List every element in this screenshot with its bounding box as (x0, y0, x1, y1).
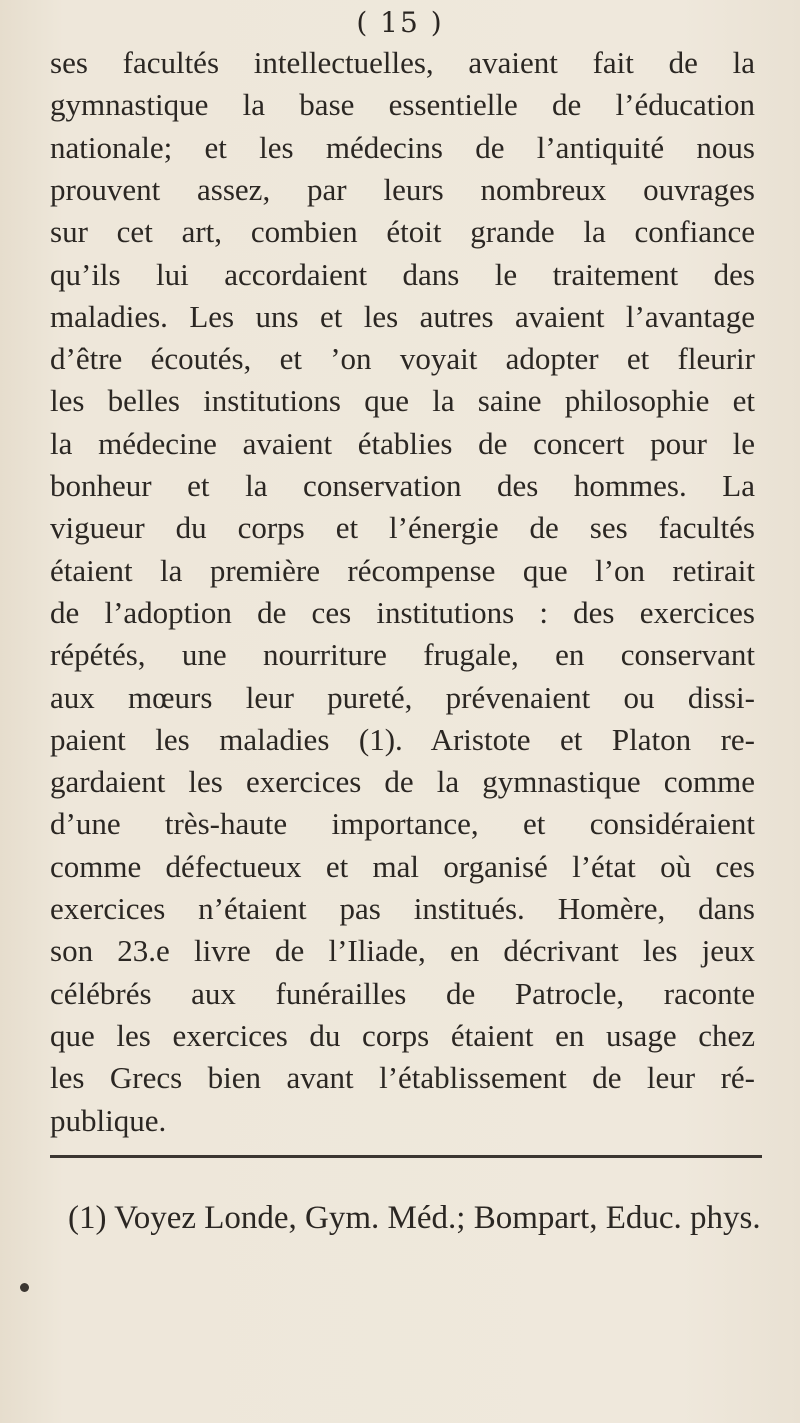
text-line: la médecine avaient établies de concert pour le (50, 425, 755, 461)
text-line: que les exercices du corps étaient en usage chez (50, 1017, 755, 1053)
margin-dot (20, 1283, 29, 1292)
text-line: son 23.e livre de l’Iliade, en décrivant les jeux (50, 933, 755, 969)
text-line: sur cet art, combien étoit grande la confiance (50, 214, 755, 250)
text-line: d’une très-haute importance, et considéraient (50, 806, 755, 842)
page-number: ( 15 ) (356, 6, 444, 39)
text-line: aux mœurs leur pureté, prévenaient ou dissi- (50, 679, 755, 715)
text-line: étaient la première récompense que l’on retirait (50, 552, 755, 588)
text-line: prouvent assez, par leurs nombreux ouvrages (50, 171, 755, 207)
text-line: paient les maladies (1). Aristote et Platon re- (50, 721, 755, 757)
text-line: vigueur du corps et l’énergie de ses facultés (50, 510, 755, 546)
text-line: comme défectueux et mal organisé l’état où ces (50, 848, 755, 884)
footnote: (1) Voyez Londe, Gym. Méd.; Bompart, Educ. phys. (68, 1200, 761, 1236)
text-line: ses facultés intellectuelles, avaient fait de la (50, 45, 755, 80)
text-line: maladies. Les uns et les autres avaient l’avantage (50, 298, 755, 334)
text-line: qu’ils lui accordaient dans le traitement des (50, 256, 755, 292)
text-line: les Grecs bien avant l’établissement de leur ré- (50, 1060, 755, 1096)
text-line: de l’adoption de ces institutions : des exercices (50, 594, 755, 630)
text-line: répétés, une nourriture frugale, en conservant (50, 637, 755, 673)
footnote-rule (50, 1155, 762, 1158)
text-line: gymnastique la base essentielle de l’éducation (50, 87, 755, 123)
text-line: bonheur et la conservation des hommes. La (50, 468, 755, 503)
text-line: publique. (50, 1102, 167, 1138)
text-line: gardaient les exercices de la gymnastique comme (50, 764, 755, 800)
text-line: exercices n’étaient pas institués. Homère, dans (50, 891, 755, 926)
text-line: d’être écoutés, et ’on voyait adopter et fleurir (50, 341, 755, 377)
text-line: nationale; et les médecins de l’antiquité nous (50, 129, 755, 165)
text-line: célébrés aux funérailles de Patrocle, raconte (50, 975, 755, 1011)
text-line: les belles institutions que la saine philosophie et (50, 383, 755, 419)
